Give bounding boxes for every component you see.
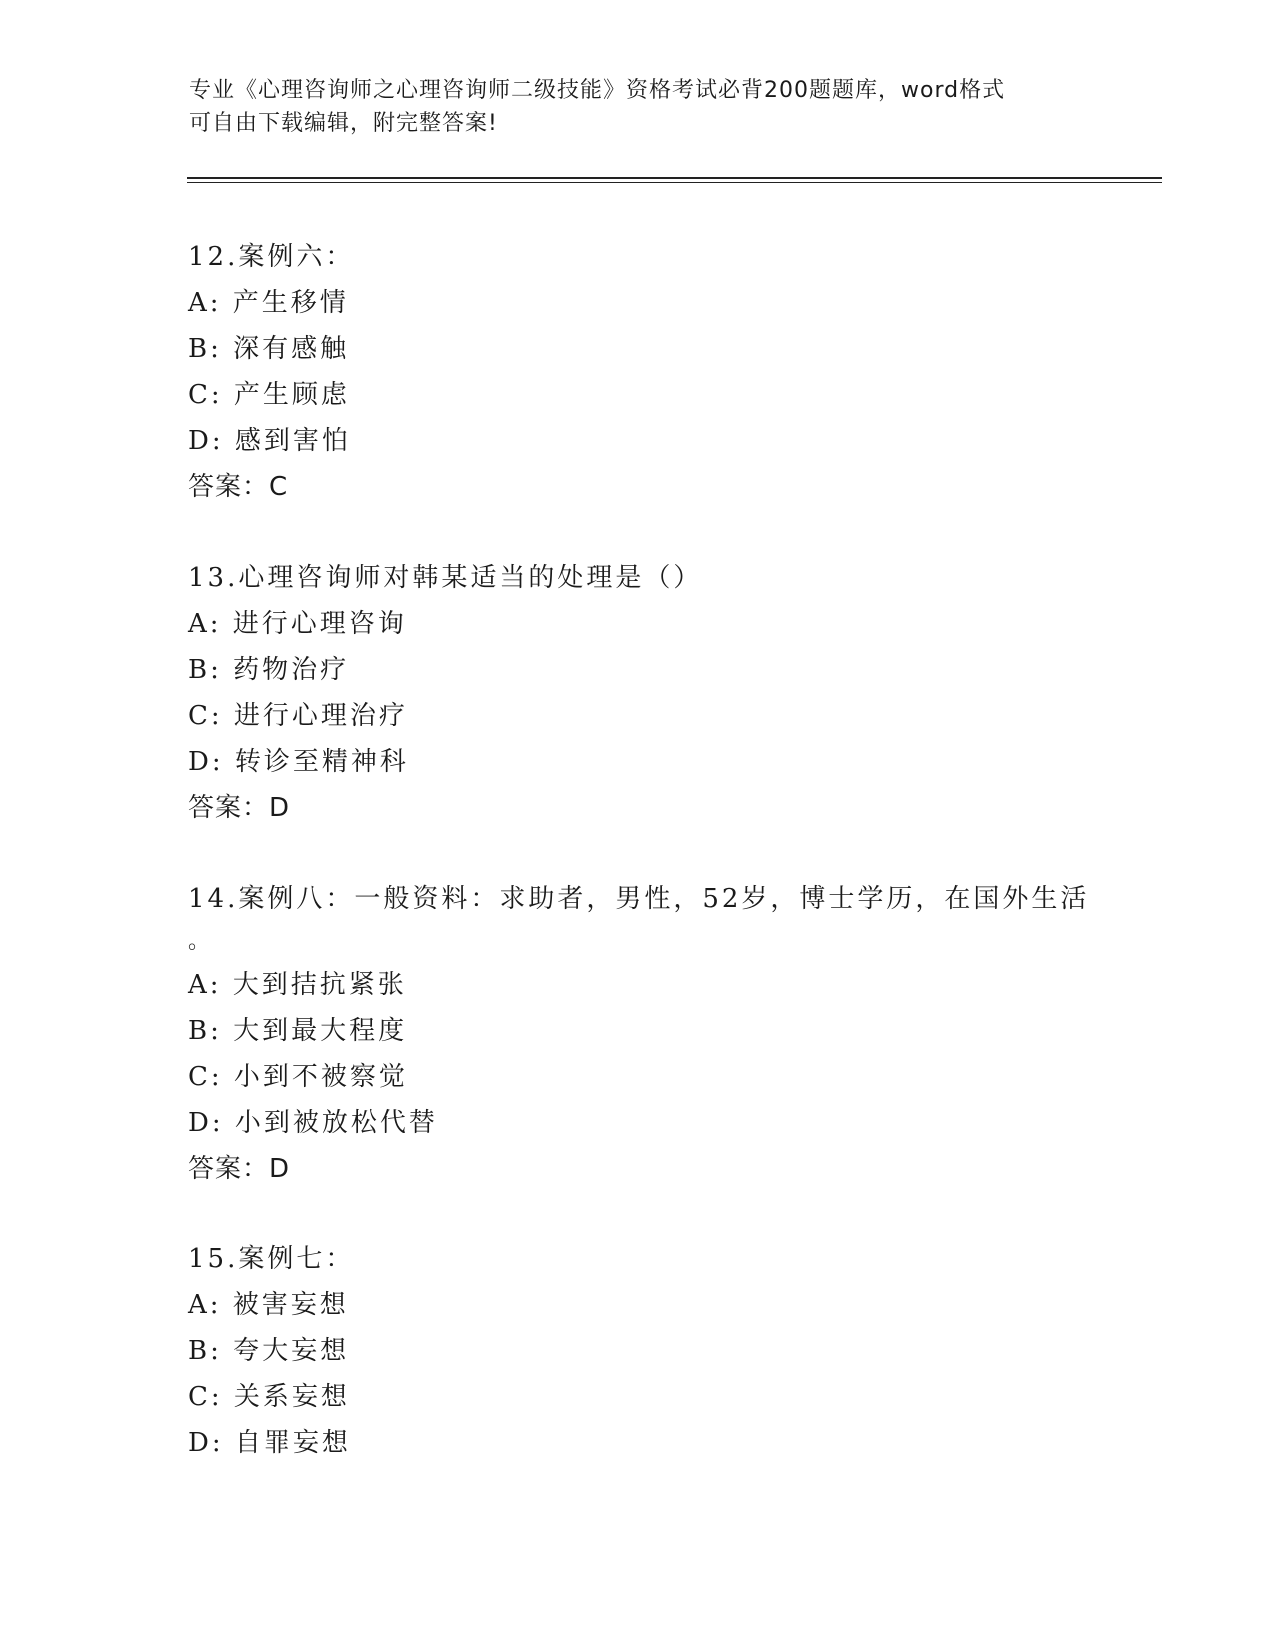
option-c: C: 小到不被察觉 [188,1062,408,1092]
option-c: C: 产生顾虑 [188,380,350,410]
option-a: A: 大到拮抗紧张 [188,970,407,1000]
answer: 答案：C [188,472,289,502]
question-stem: 13.心理咨询师对韩某适当的处理是（） [188,563,703,593]
question-14 [188,876,1088,1192]
option-c: C: 关系妄想 [188,1382,350,1412]
question-15 [188,1236,1088,1466]
option-b: B: 药物治疗 [188,655,350,685]
question-stem-continuation: 。 [188,929,214,954]
option-b: B: 大到最大程度 [188,1016,408,1046]
option-d: D: 转诊至精神科 [188,747,409,777]
question-stem: 15.案例七： [188,1244,355,1274]
header-divider-thick [187,177,1162,179]
header-line-1: 专业《心理咨询师之心理咨询师二级技能》资格考试必背200题题库，word格式 [189,78,1006,103]
header-divider-thin [187,182,1162,183]
header-line-2: 可自由下载编辑，附完整答案! [189,111,498,136]
option-b: B: 深有感触 [188,334,350,364]
answer: 答案：D [188,793,291,823]
option-a: A: 产生移情 [188,288,349,318]
document-header [189,74,1089,140]
answer: 答案：D [188,1154,291,1184]
option-c: C: 进行心理治疗 [188,701,408,731]
question-stem: 12.案例六： [188,242,355,272]
question-stem: 14.案例八：一般资料：求助者，男性，52岁，博士学历，在国外生活 [188,884,1090,914]
option-d: D: 感到害怕 [188,426,351,456]
question-12 [188,234,1088,510]
question-13 [188,555,1088,831]
option-a: A: 进行心理咨询 [188,609,407,639]
option-a: A: 被害妄想 [188,1290,349,1320]
option-d: D: 小到被放松代替 [188,1108,438,1138]
option-d: D: 自罪妄想 [188,1428,351,1458]
option-b: B: 夸大妄想 [188,1336,350,1366]
